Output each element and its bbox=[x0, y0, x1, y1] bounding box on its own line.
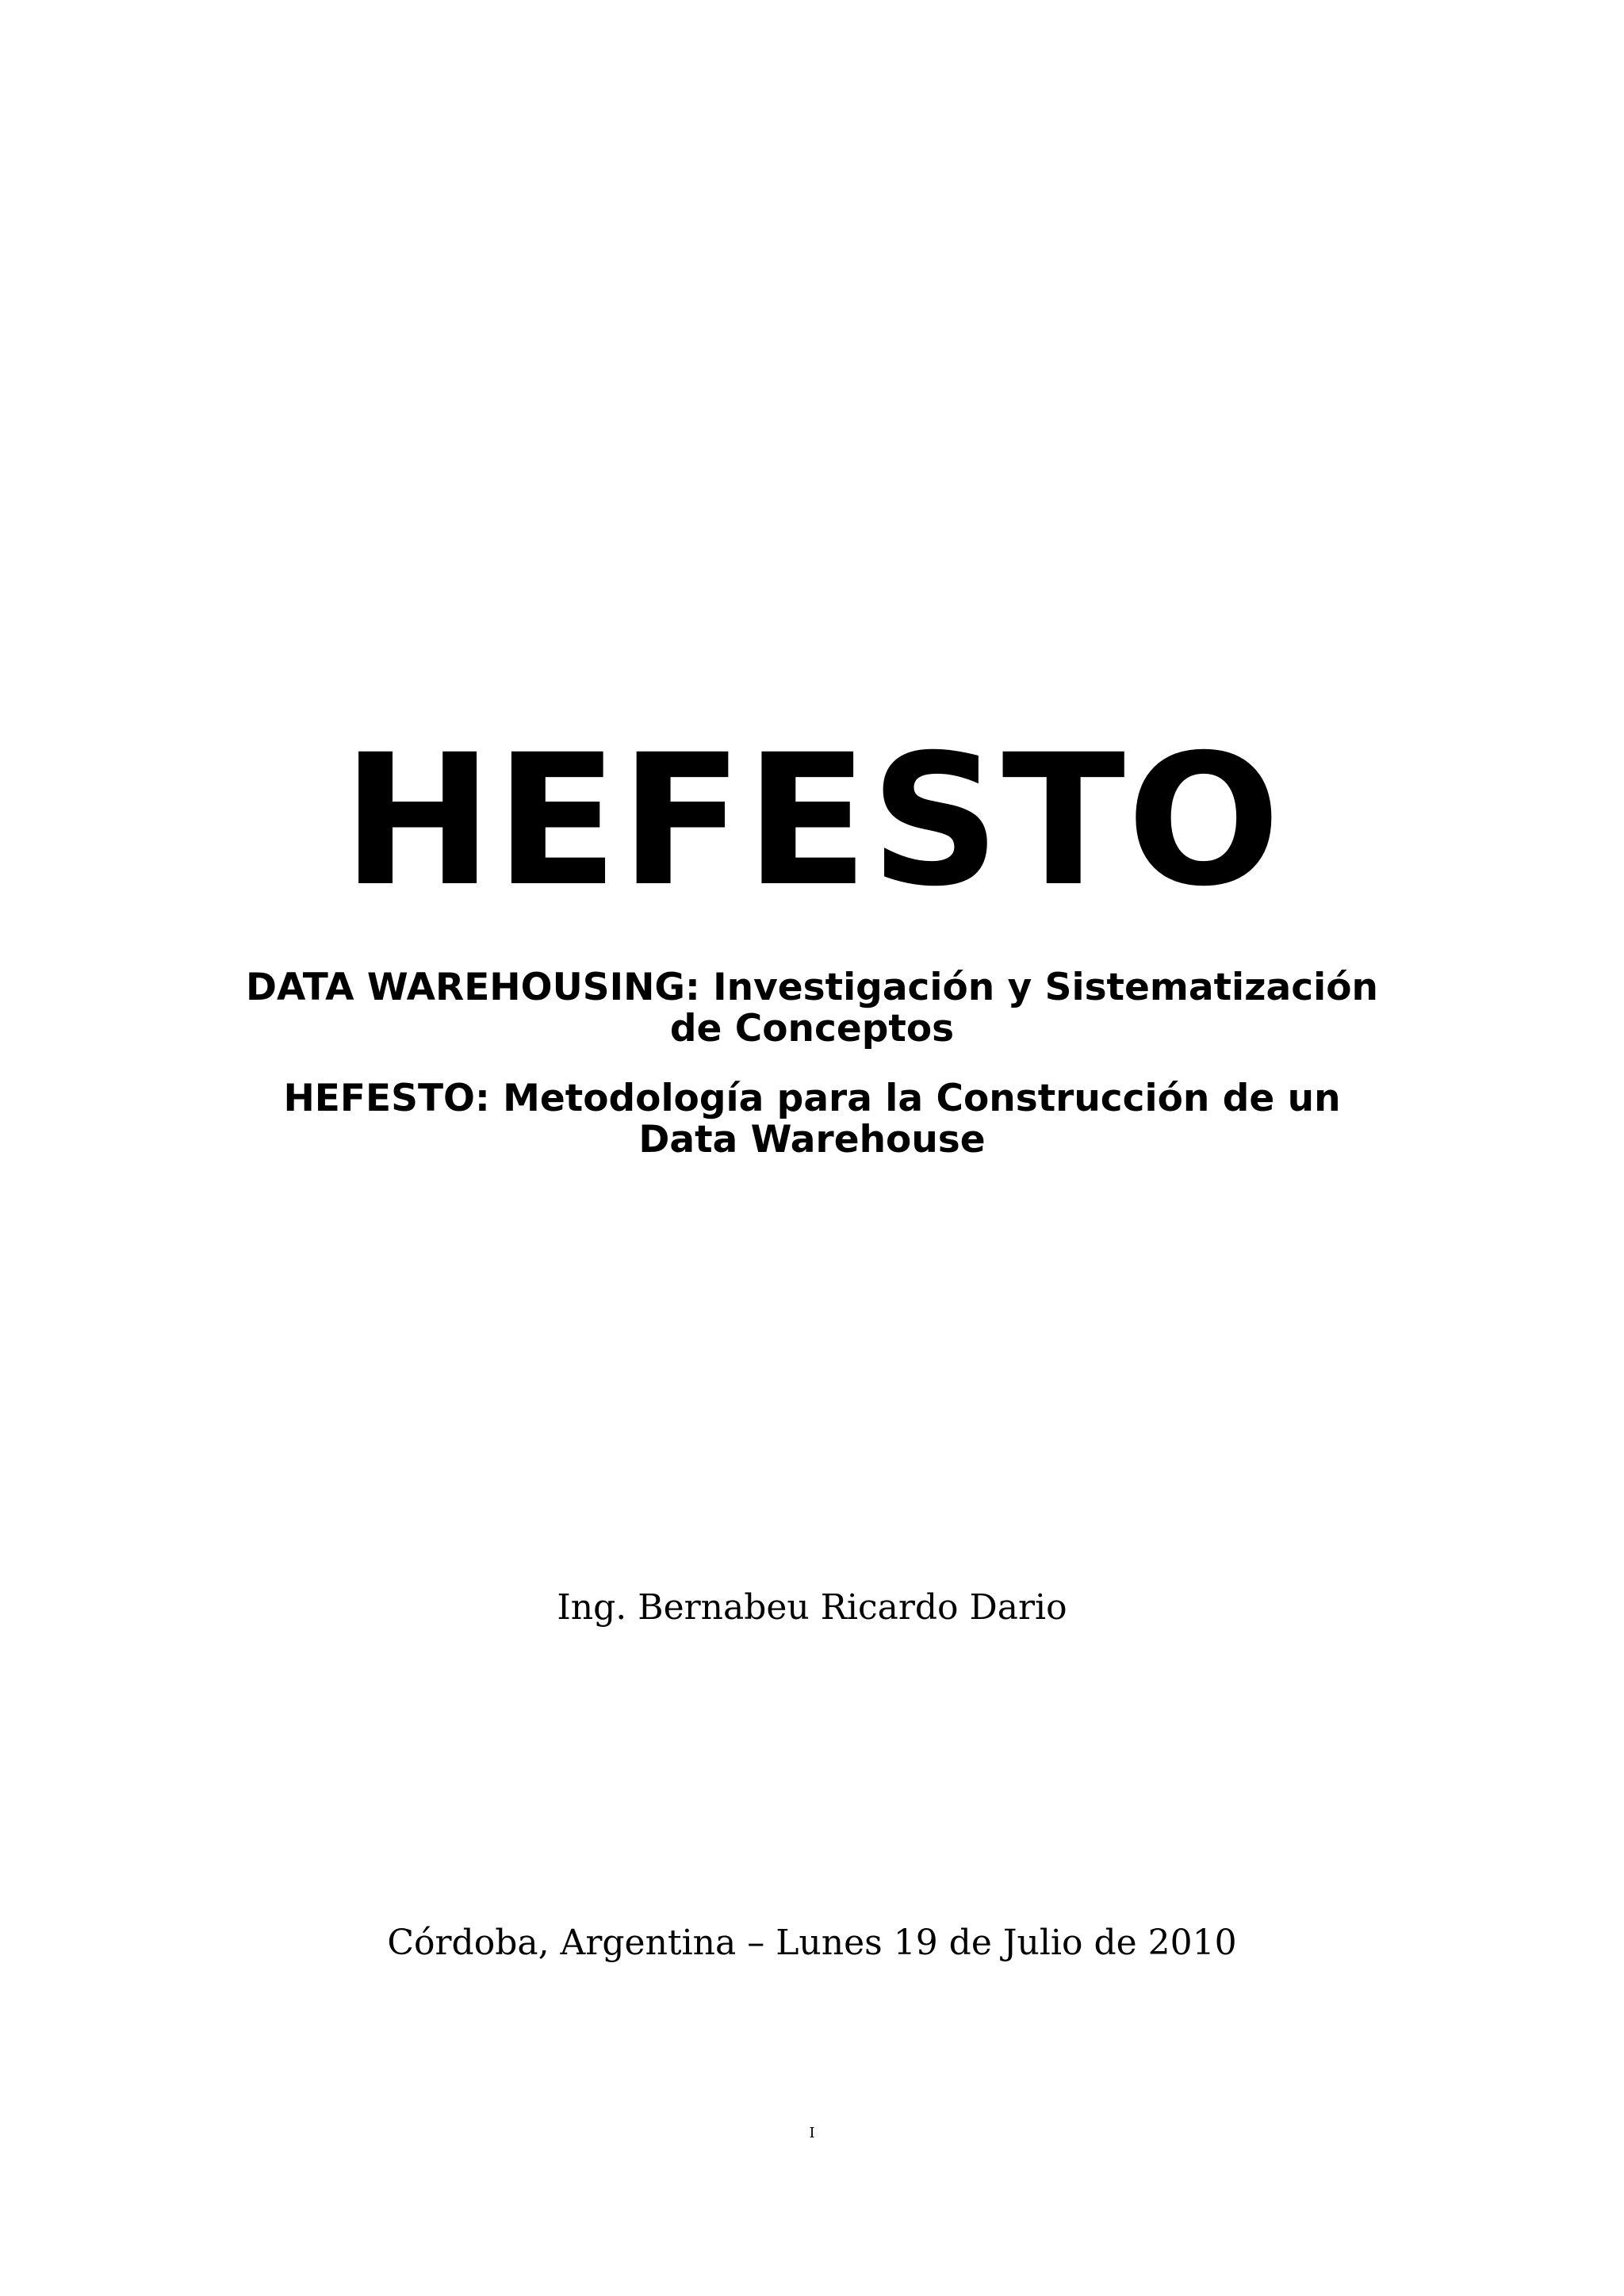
document-place-date: Córdoba, Argentina – Lunes 19 de Julio de 2010 bbox=[387, 1923, 1237, 1963]
document-subtitle-methodology: HEFESTO: Metodología para la Construcción de un Data Warehouse bbox=[283, 1077, 1341, 1161]
document-subtitle-data-warehousing: DATA WAREHOUSING: Investigación y Sistematización de Conceptos bbox=[246, 966, 1378, 1050]
document-author: Ing. Bernabeu Ricardo Dario bbox=[557, 1587, 1067, 1628]
page-number: I bbox=[809, 2125, 815, 2141]
document-title: HEFESTO bbox=[342, 715, 1282, 926]
